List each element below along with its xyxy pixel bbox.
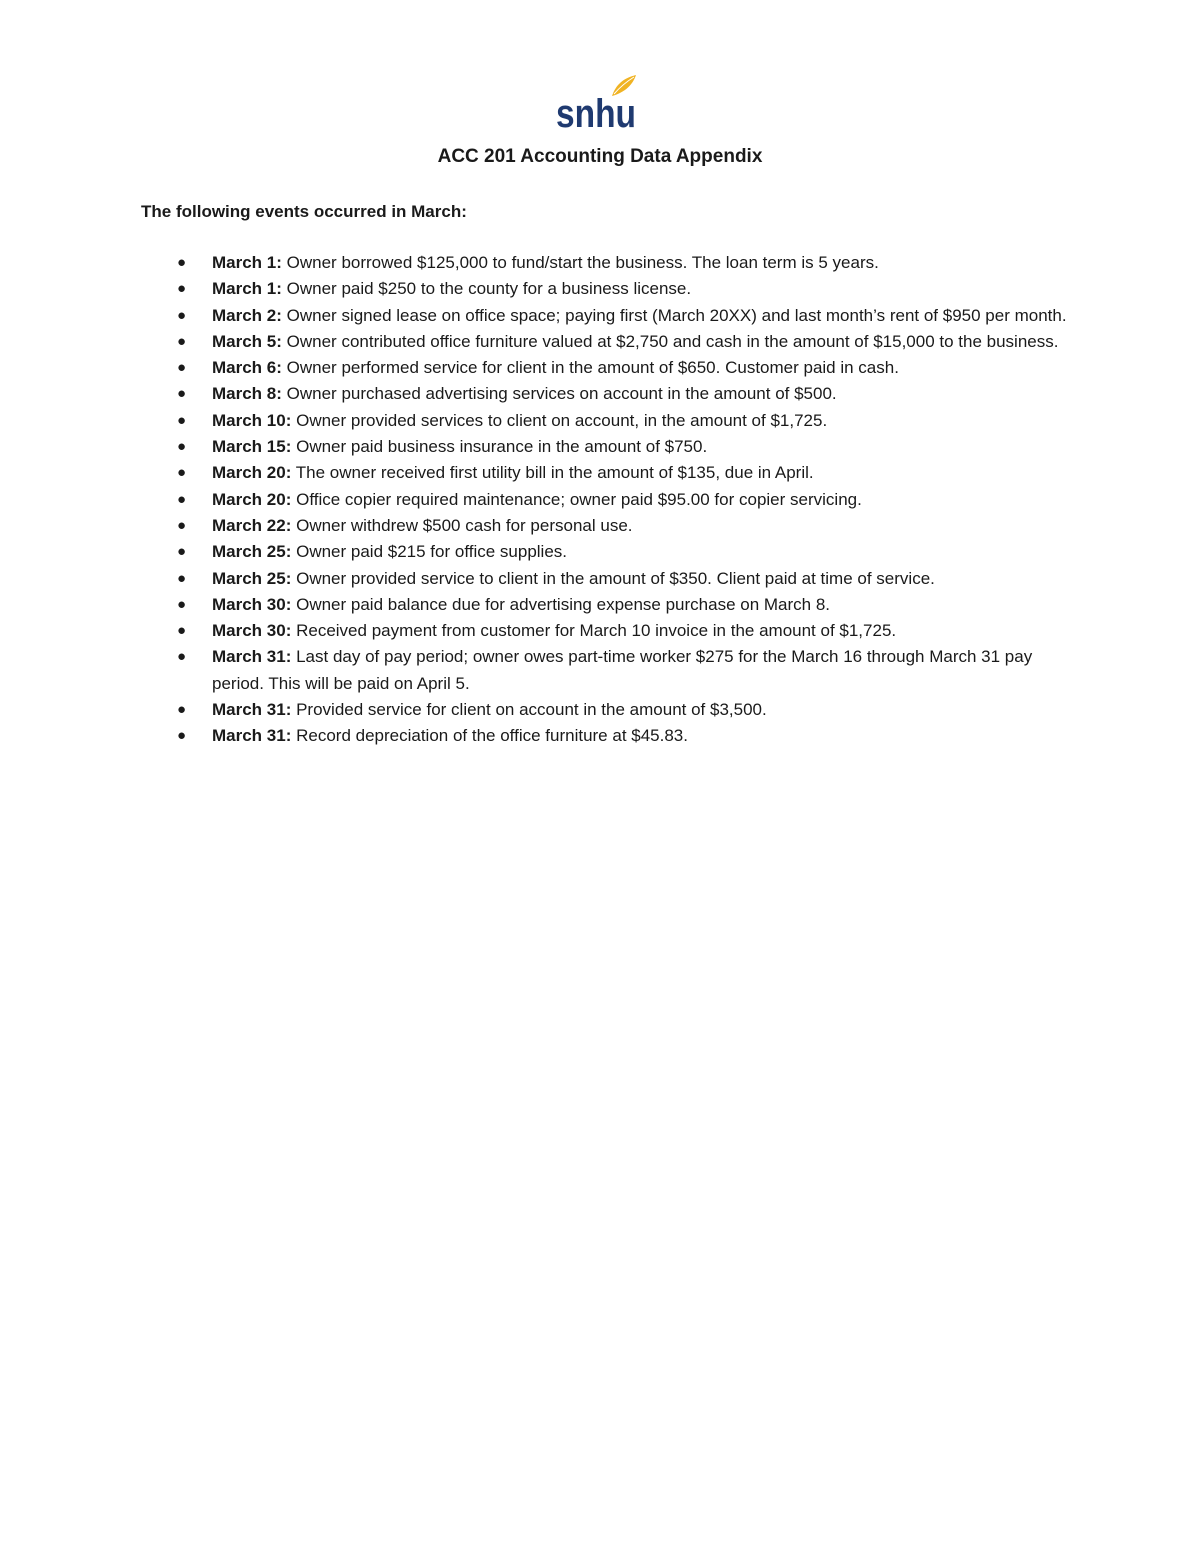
event-description: Owner borrowed $125,000 to fund/start the business. The loan term is 5 years. [281, 253, 879, 272]
event-description: Owner purchased advertising services on account in the amount of $500. [281, 384, 837, 404]
page-title: ACC 201 Accounting Data Appendix [437, 146, 763, 167]
event-date: March 2: [212, 305, 282, 325]
event-date: March 31: [212, 647, 292, 667]
event-description: Office copier required maintenance; owner paid $95.00 for copier servicing. [291, 489, 862, 509]
bullet-icon: ● [177, 438, 187, 456]
event-item [141, 303, 1071, 329]
event-date: March 6: [212, 358, 282, 378]
event-description: Owner paid $250 to the county for a business license. [281, 279, 692, 299]
bullet-icon: ● [177, 464, 187, 482]
event-item [141, 539, 1071, 565]
bullet-icon: ● [177, 411, 187, 429]
bullet-icon: ● [177, 332, 187, 350]
event-description: Owner signed lease on office space; paying first (March 20XX) and last month’s rent of $950 per month. [281, 305, 1067, 325]
event-item [141, 697, 1071, 723]
logo-wordmark: snhu [556, 92, 636, 136]
event-date: March 31: [212, 726, 292, 746]
event-date: March 20: [212, 489, 292, 509]
event-date: March 5: [212, 331, 282, 351]
event-date: March 30: [212, 621, 292, 641]
event-date: March 1: [212, 279, 282, 299]
bullet-icon: ● [177, 385, 187, 403]
event-date: March 25: [212, 568, 292, 588]
event-item [141, 487, 1071, 513]
event-description: Owner provided service to client in the amount of $350. Client paid at time of service. [291, 568, 935, 588]
event-item [141, 618, 1071, 644]
events-list [141, 250, 1071, 750]
bullet-icon: ● [177, 254, 187, 271]
event-item [141, 513, 1071, 539]
bullet-icon: ● [177, 569, 187, 587]
event-description: Owner paid business insurance in the amount of $750. [291, 437, 708, 457]
bullet-icon: ● [177, 490, 187, 508]
bullet-icon: ● [177, 648, 187, 666]
event-description: Record depreciation of the office furniture at $45.83. [291, 726, 688, 746]
event-date: March 10: [212, 410, 292, 430]
event-item [141, 408, 1071, 434]
bullet-icon: ● [177, 280, 187, 298]
bullet-icon: ● [177, 516, 187, 534]
event-description: Provided service for client on account in the amount of $3,500. [291, 700, 767, 720]
event-item [141, 329, 1071, 355]
event-date: March 31: [212, 700, 292, 720]
event-item [141, 566, 1071, 592]
event-date: March 22: [212, 515, 292, 535]
bullet-icon: ● [177, 543, 187, 561]
event-item [141, 276, 1071, 302]
event-item [141, 644, 1071, 697]
event-description: Owner withdrew $500 cash for personal use. [291, 515, 633, 535]
bullet-icon: ● [177, 622, 187, 640]
bullet-icon: ● [177, 595, 187, 613]
bullet-icon: ● [177, 306, 187, 324]
event-item [141, 250, 1071, 276]
event-description: Last day of pay period; owner owes part-time worker $275 for the March 16 through March 31 pay period. This will be paid on April 5. [212, 647, 1033, 693]
event-date: March 15: [212, 437, 292, 457]
bullet-icon: ● [177, 359, 187, 377]
event-item [141, 355, 1071, 381]
event-date: March 1: [212, 253, 282, 272]
event-description: Owner provided services to client on account, in the amount of $1,725. [291, 410, 828, 430]
event-description: Owner paid $215 for office supplies. [291, 542, 568, 562]
event-item [141, 723, 1071, 749]
event-item [141, 592, 1071, 618]
event-item [141, 460, 1071, 486]
event-description: Owner paid balance due for advertising expense purchase on March 8. [291, 594, 831, 614]
event-date: March 20: [212, 463, 292, 483]
event-description: Owner contributed office furniture valued at $2,750 and cash in the amount of $15,000 to the business. [281, 331, 1059, 351]
event-description: Received payment from customer for March 10 invoice in the amount of $1,725. [291, 621, 897, 641]
bullet-icon: ● [177, 701, 187, 719]
event-date: March 25: [212, 542, 292, 562]
snhu-logo [556, 72, 640, 136]
leaf-icon [556, 72, 640, 136]
event-date: March 8: [212, 384, 282, 404]
event-description: The owner received first utility bill in the amount of $135, due in April. [291, 463, 814, 483]
event-item [141, 381, 1071, 407]
bullet-icon: ● [177, 727, 187, 745]
event-item [141, 434, 1071, 460]
event-date: March 30: [212, 594, 292, 614]
intro-text: The following events occurred in March: [141, 202, 467, 221]
event-description: Owner performed service for client in the amount of $650. Customer paid in cash. [281, 358, 899, 378]
